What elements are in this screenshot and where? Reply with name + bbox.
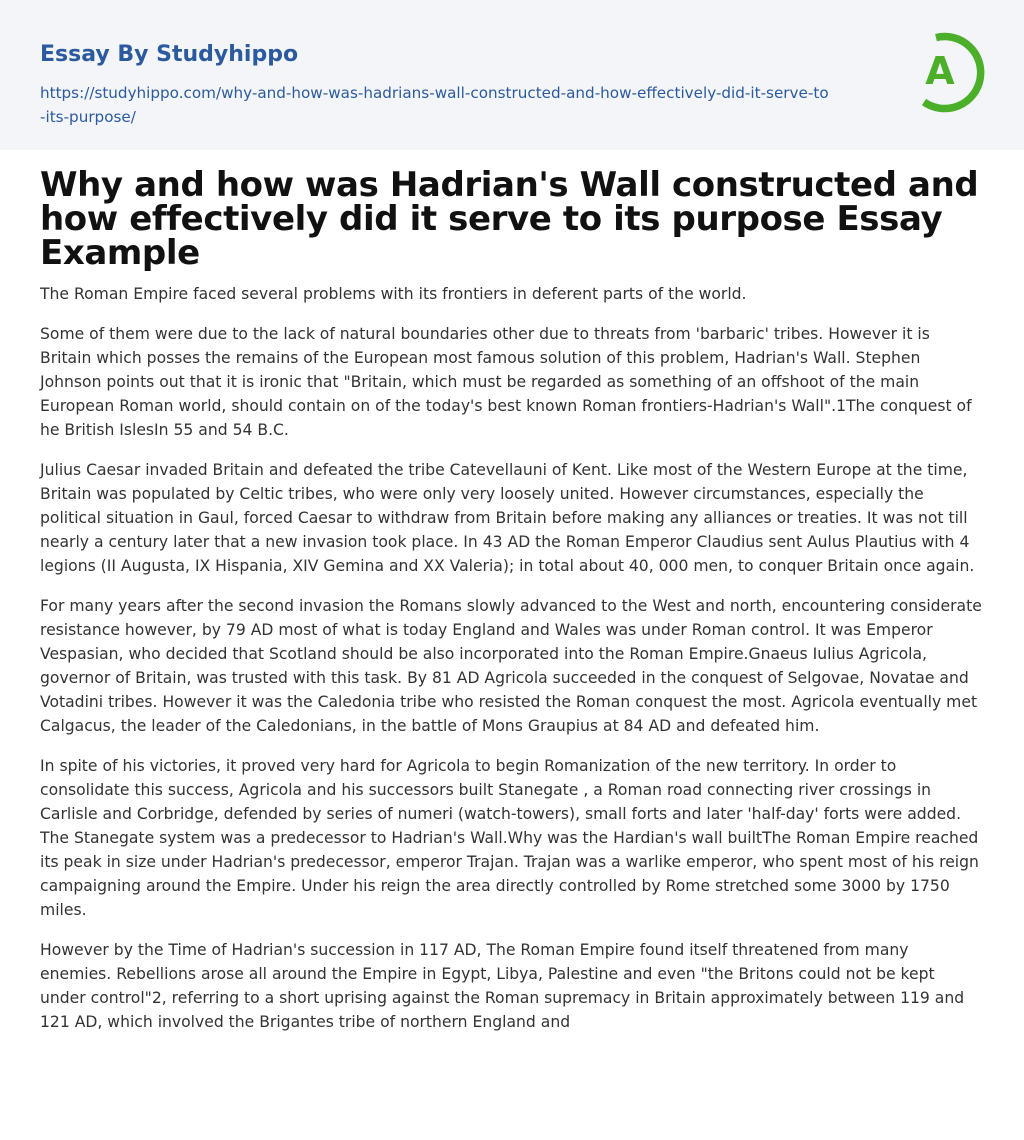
article-title: Why and how was Hadrian's Wall constructed and how effectively did it serve to its purpose Essay Example [40, 165, 979, 273]
article [40, 165, 984, 1050]
site-brand-link[interactable]: Essay By Studyhippo [40, 42, 299, 67]
article-paragraph-4: For many years after the second invasion the Romans slowly advanced to the West and north, encountering considerate resistance however, by 79 AD most of what is today England and Wales was under Roman control. It was Emperor Vespasian, who decided that Scotland should be also incorporated into the Roman Empire.Gnaeus Iulius Agricola, governor of Britain, was trusted with this task. By 81 AD Agricola succeeded in the conquest of Selgovae, Novatae and Votadini tribes. However it was the Caledonia tribe who resisted the Roman conquest the most. Agricola eventually met Calgacus, the leader of the Caledonians, in the battle of Mons Graupius at 84 AD and defeated him. [40, 597, 982, 735]
site-header [0, 0, 1024, 150]
logo-ring-icon [906, 28, 990, 116]
article-paragraph-2: Some of them were due to the lack of natural boundaries other due to threats from 'barbaric' tribes. However it is Britain which posses the remains of the European most famous solution of this problem, Hadrian's Wall. Stephen Johnson points out that it is ironic that "Britain, which must be regarded as something of an offshoot of the main European Roman world, should contain on of the today's best known Roman frontiers-Hadrian's Wall".1The conquest of he British IslesIn 55 and 54 B.C. [40, 325, 972, 439]
studyhippo-logo-icon[interactable] [906, 28, 990, 116]
article-paragraph-6: However by the Time of Hadrian's succession in 117 AD, The Roman Empire found itself threatened from many enemies. Rebellions arose all around the Empire in Egypt, Libya, Palestine and even "the Britons could not be kept under control"2, referring to a short uprising against the Roman supremacy in Britain approximately between 119 and 121 AD, which involved the Brigantes tribe of northern England and [40, 941, 965, 1031]
logo-letter: A [925, 49, 955, 93]
source-url-link[interactable]: https://studyhippo.com/why-and-how-was-hadrians-wall-constructed-and-how-effectively-did-it-serve-to-its-purpose/ [40, 84, 829, 126]
article-paragraph-5: In spite of his victories, it proved very hard for Agricola to begin Romanization of the new territory. In order to consolidate this success, Agricola and his successors built Stanegate , a Roman road connecting river crossings in Carlisle and Corbridge, defended by series of numeri (watch-towers), small forts and later 'half-day' forts were added. The Stanegate system was a predecessor to Hadrian's Wall.Why was the Hardian's wall builtThe Roman Empire reached its peak in size under Hadrian's predecessor, emperor Trajan. Trajan was a warlike emperor, who spent most of his reign campaigning around the Empire. Under his reign the area directly controlled by Rome stretched some 3000 by 1750 miles. [40, 757, 979, 919]
article-paragraph-3: Julius Caesar invaded Britain and defeated the tribe Catevellauni of Kent. Like most of the Western Europe at the time, Britain was populated by Celtic tribes, who were only very loosely united. However circumstances, especially the political situation in Gaul, forced Caesar to withdraw from Britain before making any alliances or treaties. It was not till nearly a century later that a new invasion took place. In 43 AD the Roman Emperor Claudius sent Aulus Plautius with 4 legions (II Augusta, IX Hispania, XIV Gemina and XX Valeria); in total about 40, 000 men, to conquer Britain once again. [40, 461, 975, 575]
article-paragraph-1: The Roman Empire faced several problems with its frontiers in deferent parts of the world. [40, 285, 747, 303]
